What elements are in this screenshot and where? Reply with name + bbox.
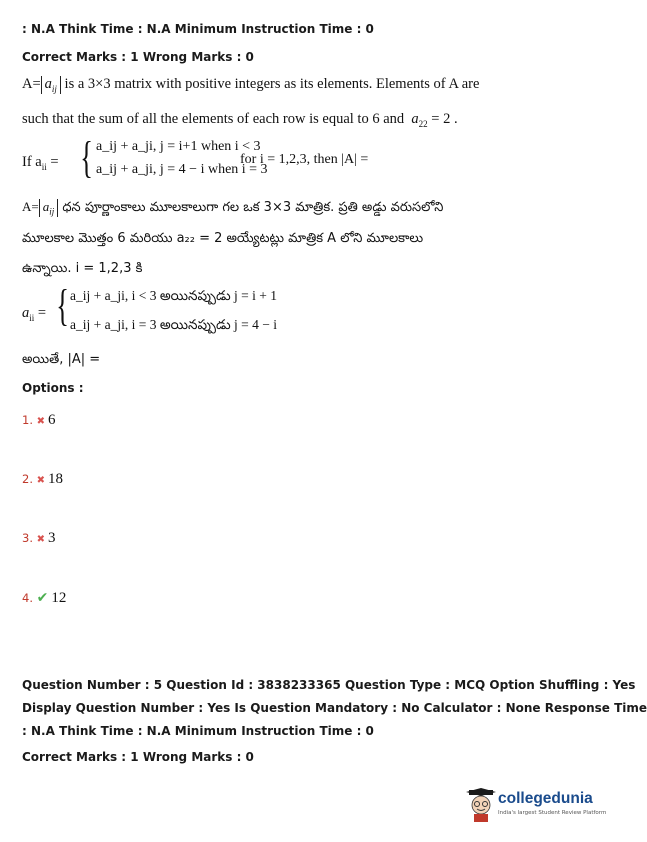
footer-meta-line3: : N.A Think Time : N.A Minimum Instruction Time : 0 xyxy=(22,724,374,738)
question-en-line1: $A= a_{ij}$ is a 3×3 matrix with positive integers as its elements. Elements of A are xyxy=(22,76,480,94)
question-te-line3: ఉన్నాయి. i = 1,2,3 కి xyxy=(22,261,143,276)
option-4[interactable]: 4. ✔ 12 xyxy=(22,590,67,606)
footer-meta-line2: Display Question Number : Yes Is Question Mandatory : No Calculator : None Response Time xyxy=(22,701,647,715)
header-marks: Correct Marks : 1 Wrong Marks : 0 xyxy=(22,50,254,64)
question-te-end: అయితే, |A| = xyxy=(22,352,101,367)
footer-meta-line1: Question Number : 5 Question Id : 3838233365 Question Type : MCQ Option Shuffling : Yes xyxy=(22,678,636,692)
option-1[interactable]: 1. ✖ 6 xyxy=(22,412,56,428)
case-en-1: a_ij + a_ji, j = i+1 when i < 3 xyxy=(96,139,261,154)
option-3[interactable]: 3. ✖ 3 xyxy=(22,530,56,546)
question-en-line2: such that the sum of all the elements of each row is equal to 6 and $a_{22} = 2$ . xyxy=(22,111,458,129)
check-icon: ✔ xyxy=(36,590,49,606)
options-label: Options : xyxy=(22,381,84,395)
question-te-line2: మూలకాల మొత్తం 6 మరియు a₂₂ = 2 అయ్యేటట్లు మాత్రిక A లోని మూలకాలు xyxy=(22,231,424,246)
mascot-icon xyxy=(466,788,496,822)
footer-marks: Correct Marks : 1 Wrong Marks : 0 xyxy=(22,750,254,764)
question-te-line1: $A= a_{ij}$ ధన పూర్ణాంకాలు మూలకాలుగా గల ఒక 3×3 మాత్రిక. ప్రతి అడ్డు వరుసలోని xyxy=(22,199,444,217)
cross-icon: ✖ xyxy=(36,475,46,486)
case-te-1: a_ij + a_ji, i < 3 అయినప్పుడు j = i + 1 xyxy=(70,288,277,303)
question-en-if: If $a_{ii}$ = xyxy=(22,154,59,172)
logo-tagline: India's largest Student Review Platform xyxy=(498,810,607,816)
question-en-for: for i = 1,2,3, then |A| = xyxy=(240,152,369,167)
header-meta-line: : N.A Think Time : N.A Minimum Instruction Time : 0 xyxy=(22,22,374,36)
matrix-bracket: $a_{ij}$ xyxy=(41,76,61,94)
cross-icon: ✖ xyxy=(36,534,46,545)
option-2[interactable]: 2. ✖ 18 xyxy=(22,471,64,487)
cross-icon: ✖ xyxy=(36,416,46,427)
collegedunia-logo[interactable] xyxy=(466,788,607,824)
case-te-2: a_ij + a_ji, i = 3 అయినప్పుడు j = 4 − i xyxy=(70,317,277,332)
left-brace-te: { xyxy=(56,281,69,330)
case-en-2: a_ij + a_ji, j = 4 − i when i = 3 xyxy=(96,162,268,177)
logo-brand: collegedunia xyxy=(498,790,593,807)
question-te-lhs: $a_{ii}$ = xyxy=(22,305,47,323)
left-brace: { xyxy=(80,133,93,182)
